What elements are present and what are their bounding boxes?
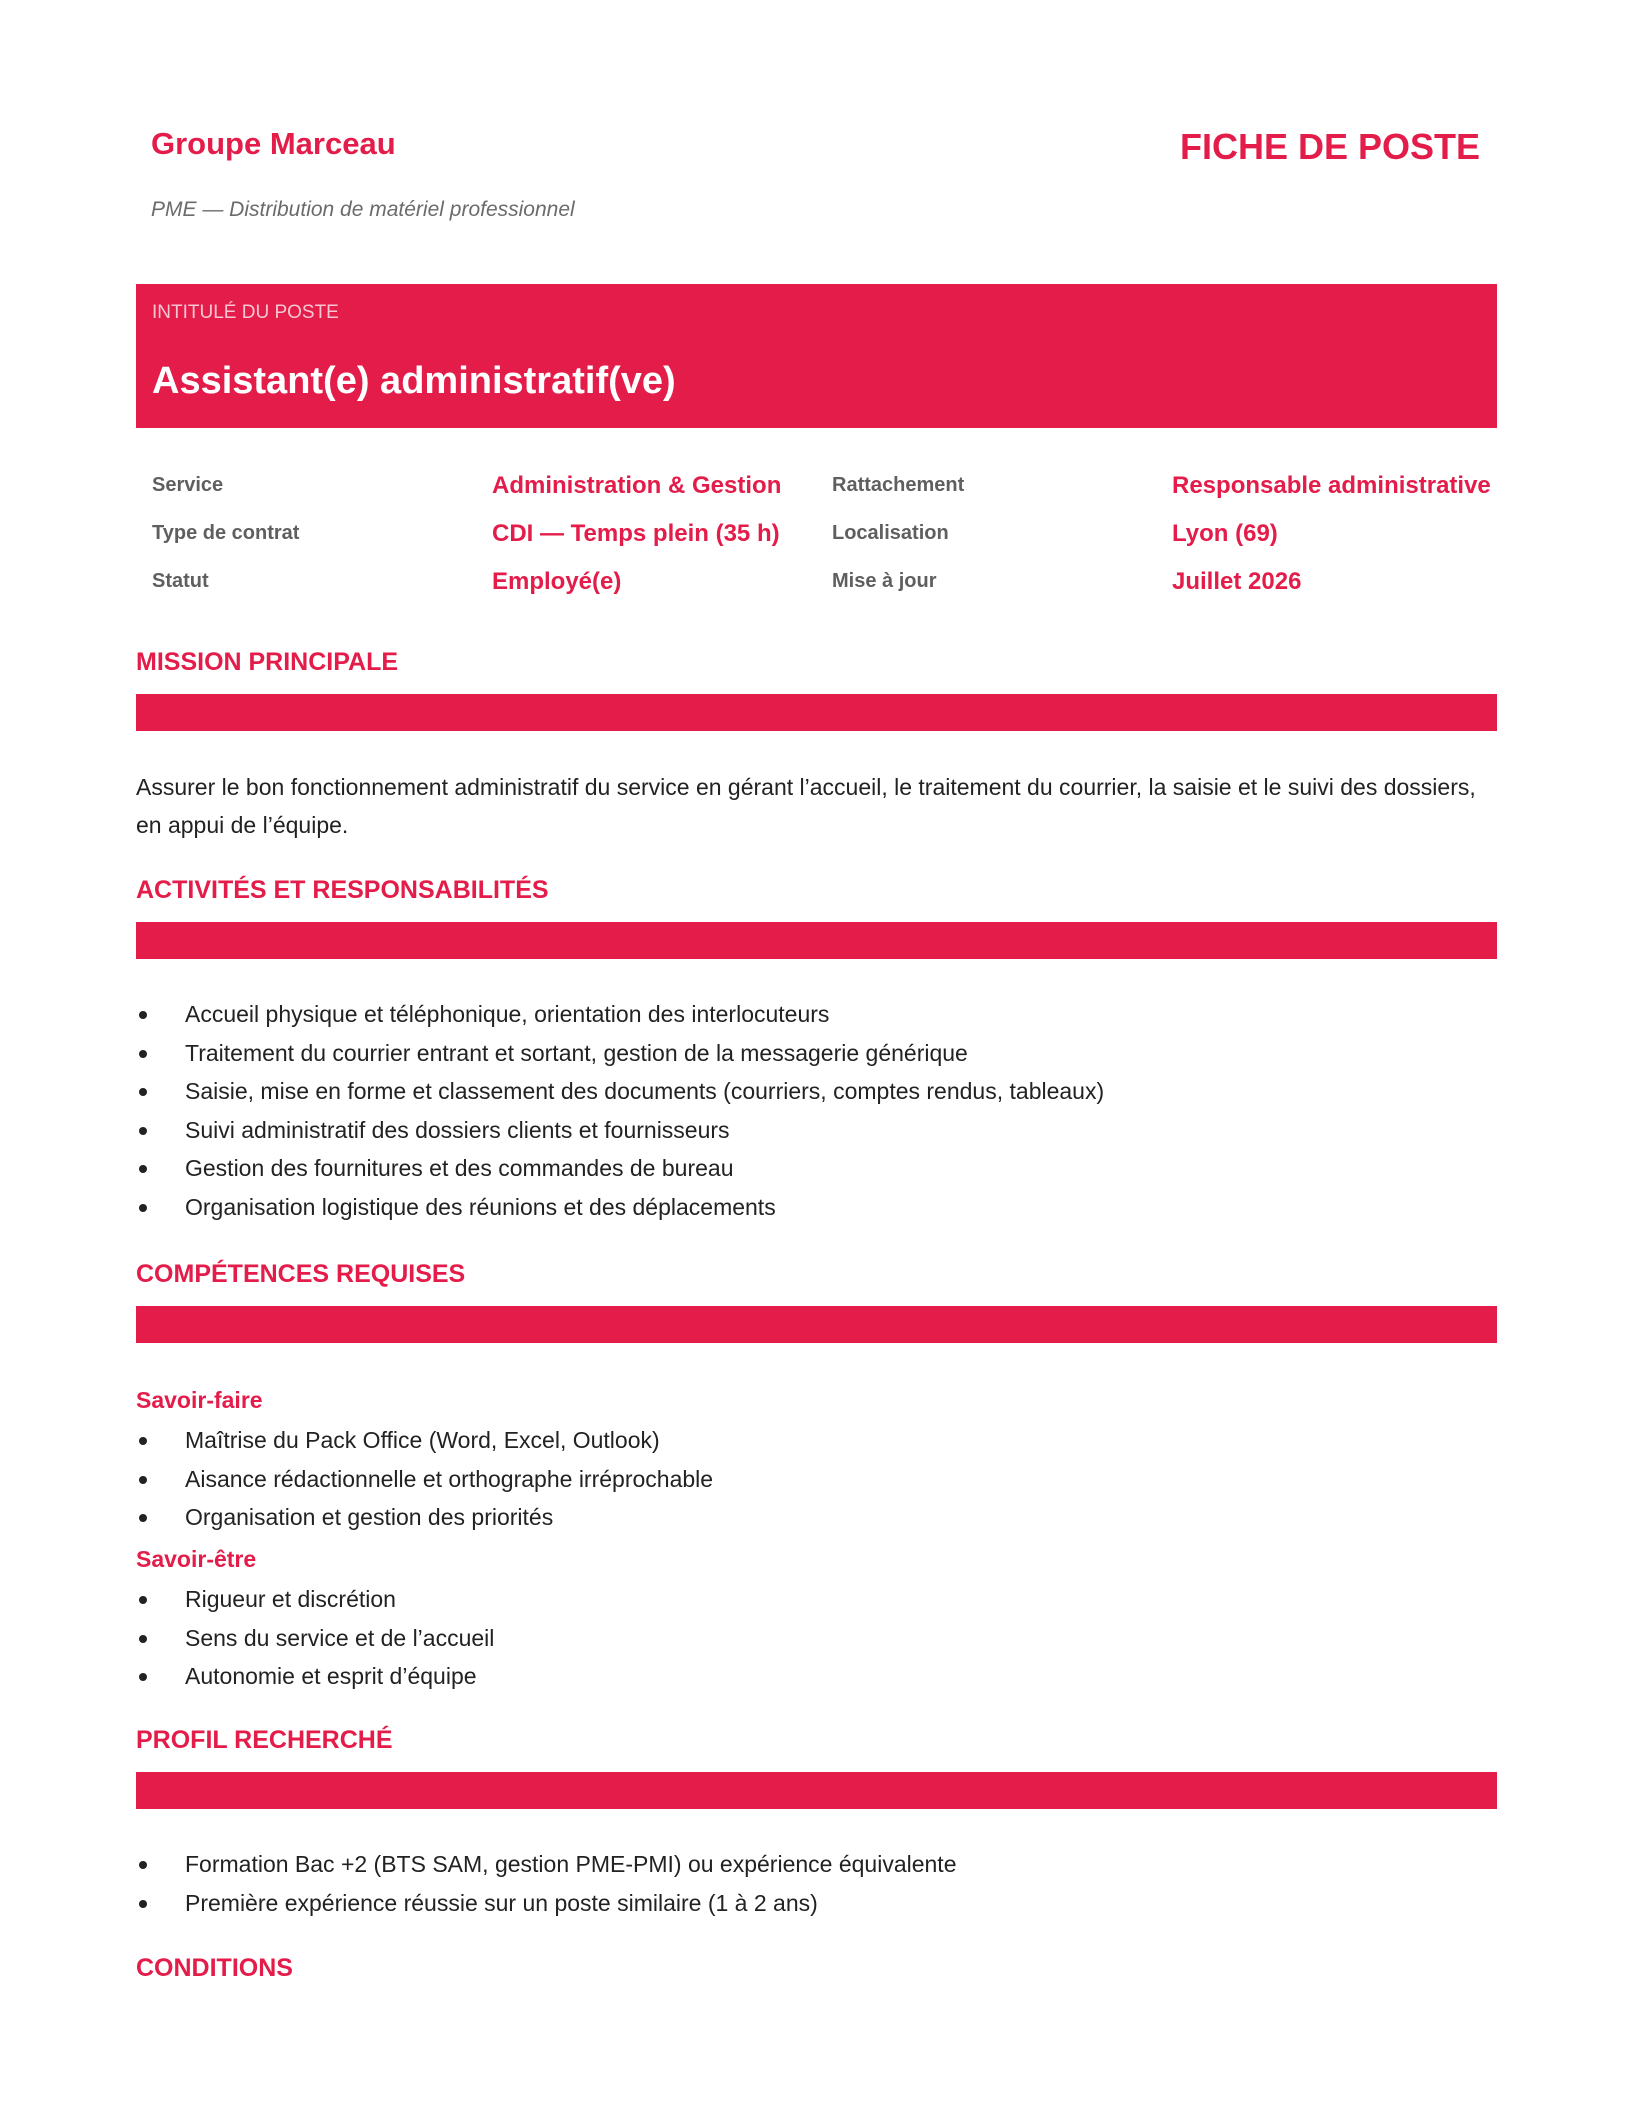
list-item: Autonomie et esprit d’équipe	[136, 1657, 1497, 1696]
profile-list	[136, 1845, 1497, 1922]
list-item: Gestion des fournitures et des commandes de bureau	[136, 1149, 1497, 1188]
section-title-profile: PROFIL RECHERCHÉ	[136, 1726, 393, 1754]
info-label: Type de contrat	[152, 522, 300, 544]
section-divider	[136, 1772, 1497, 1809]
section-title-skills: COMPÉTENCES REQUISES	[136, 1260, 466, 1288]
savoir-etre-list	[136, 1580, 1497, 1696]
list-item: Aisance rédactionnelle et orthographe irréprochable	[136, 1460, 1497, 1499]
info-label: Service	[152, 474, 224, 496]
info-value: Juillet 2026	[1172, 568, 1302, 595]
list-item: Saisie, mise en forme et classement des documents (courriers, comptes rendus, tableaux)	[136, 1072, 1497, 1111]
document-title: FICHE DE POSTE	[1179, 126, 1480, 167]
section-divider	[136, 922, 1497, 959]
mission-text: Assurer le bon fonctionnement administratif du service en gérant l’accueil, le traitement du courrier, la saisie et le suivi des dossiers, en appui de l’équipe.	[136, 774, 1476, 838]
section-divider	[136, 694, 1497, 731]
info-label: Statut	[152, 570, 209, 592]
info-label: Localisation	[832, 522, 949, 544]
job-title-banner	[136, 284, 1497, 428]
info-row	[136, 466, 1497, 514]
list-item: Première expérience réussie sur un poste similaire (1 à 2 ans)	[136, 1884, 1497, 1923]
subsection-title-savoir-etre: Savoir-être	[136, 1546, 257, 1572]
company-name: Groupe Marceau	[151, 126, 396, 161]
info-value: Administration & Gestion	[492, 472, 782, 499]
info-label: Mise à jour	[832, 570, 937, 592]
list-item: Traitement du courrier entrant et sortant, gestion de la messagerie générique	[136, 1034, 1497, 1073]
list-item: Organisation et gestion des priorités	[136, 1498, 1497, 1537]
list-item: Accueil physique et téléphonique, orientation des interlocuteurs	[136, 995, 1497, 1034]
info-label: Rattachement	[832, 474, 965, 496]
info-value: CDI — Temps plein (35 h)	[492, 520, 780, 547]
list-item: Organisation logistique des réunions et des déplacements	[136, 1188, 1497, 1227]
section-title-mission: MISSION PRINCIPALE	[136, 648, 399, 676]
info-value: Employé(e)	[492, 568, 622, 595]
job-title-label: INTITULÉ DU POSTE	[152, 302, 339, 323]
job-info-grid	[136, 466, 1497, 610]
subsection-title-savoir-faire: Savoir-faire	[136, 1387, 263, 1413]
list-item: Suivi administratif des dossiers clients et fournisseurs	[136, 1111, 1497, 1150]
list-item: Rigueur et discrétion	[136, 1580, 1497, 1619]
info-row	[136, 562, 1497, 610]
section-title-conditions: CONDITIONS	[136, 1954, 293, 1982]
info-value: Lyon (69)	[1172, 520, 1278, 547]
section-title-activities: ACTIVITÉS ET RESPONSABILITÉS	[136, 876, 549, 904]
section-divider	[136, 1306, 1497, 1343]
job-title: Assistant(e) administratif(ve)	[152, 360, 676, 402]
info-row	[136, 514, 1497, 562]
list-item: Maîtrise du Pack Office (Word, Excel, Outlook)	[136, 1421, 1497, 1460]
company-subtitle: PME — Distribution de matériel professionnel	[151, 198, 575, 221]
info-value: Responsable administrative	[1172, 472, 1491, 499]
list-item: Formation Bac +2 (BTS SAM, gestion PME-PMI) ou expérience équivalente	[136, 1845, 1497, 1884]
activities-list	[136, 995, 1497, 1226]
savoir-faire-list	[136, 1421, 1497, 1537]
list-item: Sens du service et de l’accueil	[136, 1619, 1497, 1658]
